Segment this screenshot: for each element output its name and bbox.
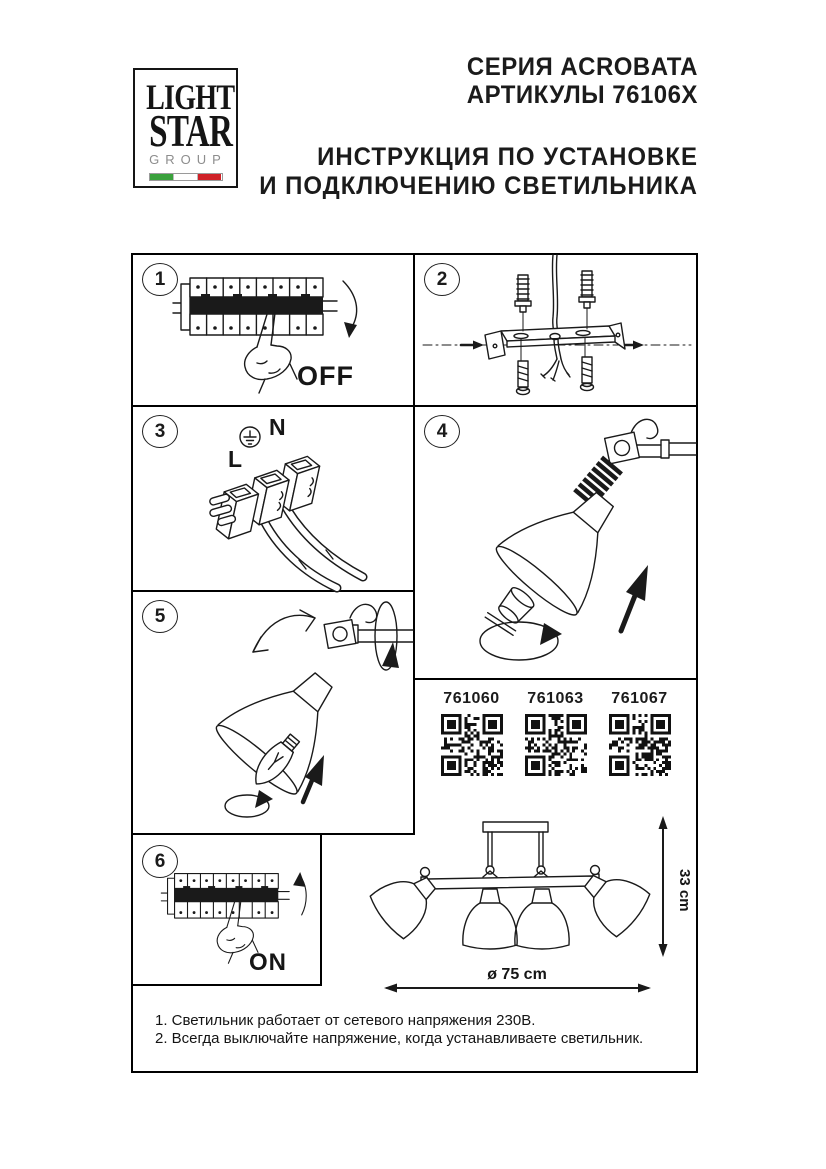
- step-2-number-text: 2: [436, 268, 448, 290]
- terminal-l-label: L: [228, 446, 243, 472]
- off-label: OFF: [297, 361, 354, 391]
- qr-code-icon: [441, 714, 503, 776]
- terminal-n-label: N: [269, 414, 286, 440]
- instruction-title: [259, 143, 698, 201]
- flag-green-segment: [150, 174, 173, 180]
- step-4-number: [424, 415, 460, 448]
- qr-code-icon: [609, 714, 671, 776]
- grid-line-step6-bottom: [133, 984, 322, 986]
- diameter-dimension: [384, 984, 651, 993]
- step-2-panel: [415, 255, 696, 405]
- step-3-number-text: 3: [154, 420, 166, 442]
- insert-bulb-arrow-icon: [303, 755, 324, 802]
- on-label: ON: [249, 949, 287, 976]
- instruction-grid: [131, 253, 698, 1073]
- step-3-panel: [133, 407, 413, 590]
- slide-arrow-left-icon: [461, 341, 484, 350]
- step-6-panel: [133, 837, 320, 984]
- wall-plug-left-icon: [515, 275, 531, 331]
- height-dimension-label: 33 cm: [676, 869, 693, 912]
- flag-white-segment: [173, 174, 198, 180]
- screw-left-icon: [517, 339, 530, 395]
- step-2-number: [424, 263, 460, 296]
- breaker-off-illustration: [173, 267, 403, 417]
- instruction-title-line1: ИНСТРУКЦИЯ ПО УСТАНОВКЕ: [317, 143, 698, 171]
- step-5-number-text: 5: [154, 605, 166, 627]
- rotate-ring-arrow-icon: [480, 622, 562, 660]
- qr-article-label: 761060: [443, 690, 500, 707]
- step-6-number-text: 6: [154, 850, 166, 872]
- candle-bulb-icon: [247, 730, 304, 791]
- header-titles: [259, 53, 698, 201]
- attach-arrow-icon: [621, 565, 648, 631]
- height-dimension: [659, 816, 668, 957]
- step-3-number: [142, 415, 178, 448]
- step-5-panel: [133, 592, 413, 833]
- step-5-number: [142, 600, 178, 633]
- step-4-number-text: 4: [436, 420, 448, 442]
- bulb-installation-illustration: [133, 592, 413, 833]
- qr-article-label: 761067: [611, 690, 668, 707]
- logo-word-light: LIGHT: [146, 77, 235, 117]
- notes: [155, 1012, 687, 1048]
- italian-flag-icon: [149, 173, 223, 181]
- qr-article-label: 761063: [527, 690, 584, 707]
- logo-word-group: GROUP: [149, 152, 227, 167]
- lightstar-logo: [133, 68, 238, 188]
- fixture-dimensions-illustration: [355, 807, 695, 1007]
- swivel-arrow-icon: [375, 602, 399, 670]
- step-4-panel: [415, 407, 696, 678]
- instruction-title-line2: И ПОДКЛЮЧЕНИЮ СВЕТИЛЬНИКА: [259, 172, 698, 200]
- step-1-number-text: 1: [154, 268, 166, 290]
- note-line-1: 1. Светильник работает от сетевого напряжения 230В.: [155, 1012, 536, 1029]
- flag-red-segment: [198, 174, 221, 180]
- wall-plug-right-icon: [579, 271, 595, 329]
- articles-title: АРТИКУЛЫ 76106X: [466, 81, 698, 109]
- step-6-number: [142, 845, 178, 878]
- logo-word-star: STAR: [149, 105, 233, 156]
- shade-assembly-illustration: [415, 407, 696, 678]
- diameter-dimension-label: ø 75 cm: [487, 966, 547, 983]
- series-title: СЕРИЯ ACROBATA: [467, 53, 698, 81]
- screw-bulb-arrow-icon: [225, 790, 273, 817]
- qr-code-icon: [525, 714, 587, 776]
- turn-off-arrow-icon: [343, 281, 357, 338]
- tilt-arrow-icon: [253, 610, 315, 652]
- step-1-number: [142, 263, 178, 296]
- step-1-panel: [133, 255, 413, 405]
- turn-on-arrow-icon: [293, 872, 306, 915]
- earth-ground-icon: [240, 427, 260, 447]
- note-line-2: 2. Всегда выключайте напряжение, когда устанавливаете светильник.: [155, 1030, 644, 1047]
